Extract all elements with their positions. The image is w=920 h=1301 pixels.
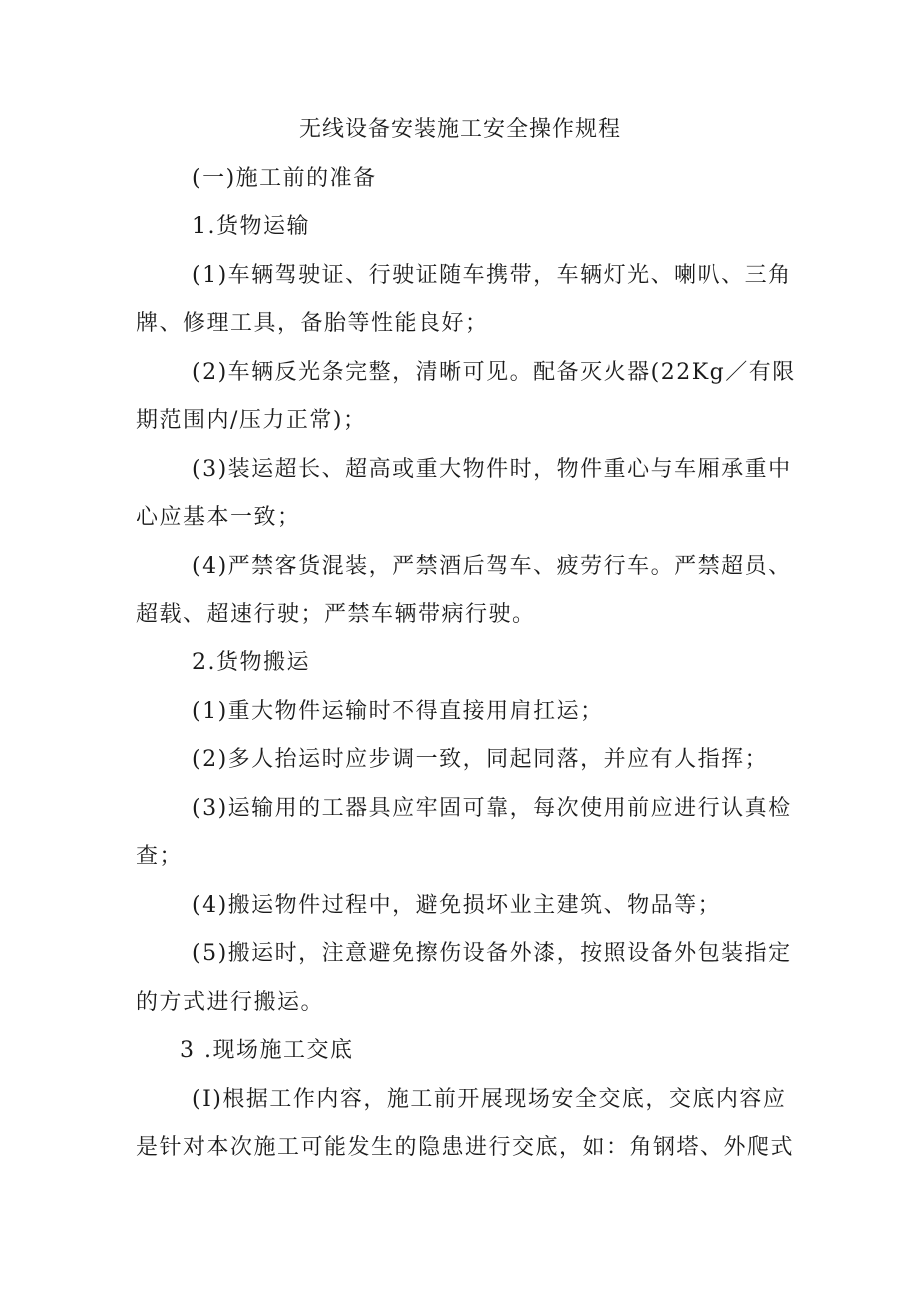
paragraph-line: (1)车辆驾驶证、行驶证随车携带，车辆灯光、喇叭、三角 [192,263,792,288]
document-title: 无线设备安装施工安全操作规程 [298,117,621,142]
paragraph-line: (4)严禁客货混装，严禁酒后驾车、疲劳行车。严禁超员、 [192,554,792,579]
paragraph-line: 是针对本次施工可能发生的隐患进行交底，如：角钢塔、外爬式 [136,1135,795,1160]
paragraph-line: 期范围内/压力正常)； [136,408,367,433]
paragraph-line: (3)装运超长、超高或重大物件时，物件重心与车厢承重中 [192,457,792,482]
paragraph-line: (2)车辆反光条完整，清晰可见。配备灭火器(22Kg／有限 [192,360,796,385]
paragraph-line: (I)根据工作内容，施工前开展现场安全交底，交底内容应 [192,1087,787,1112]
paragraph-line: (2)多人抬运时应步调一致，同起同落，并应有人指挥； [192,747,769,772]
section-heading-preparation: (一)施工前的准备 [192,166,377,191]
subheading-cargo-handling: 2.货物搬运 [192,650,310,675]
paragraph-line: 牌、修理工具，备胎等性能良好； [136,311,489,336]
paragraph-line: (1)重大物件运输时不得直接用肩扛运； [192,699,604,724]
subheading-site-briefing: 3 .现场施工交底 [180,1038,354,1063]
subheading-cargo-transport: 1.货物运输 [192,214,310,239]
paragraph-line: (5)搬运时，注意避免擦伤设备外漆，按照设备外包装指定 [192,941,792,966]
paragraph-line: (3)运输用的工器具应牢固可靠，每次使用前应进行认真检 [192,796,792,821]
paragraph-line: (4)搬运物件过程中，避免损坏业主建筑、物品等； [192,893,722,918]
paragraph-line: 心应基本一致； [136,505,301,530]
paragraph-line: 超载、超速行驶；严禁车辆带病行驶。 [136,602,536,627]
paragraph-line: 查； [136,844,184,869]
paragraph-line: 的方式进行搬运。 [136,990,325,1015]
